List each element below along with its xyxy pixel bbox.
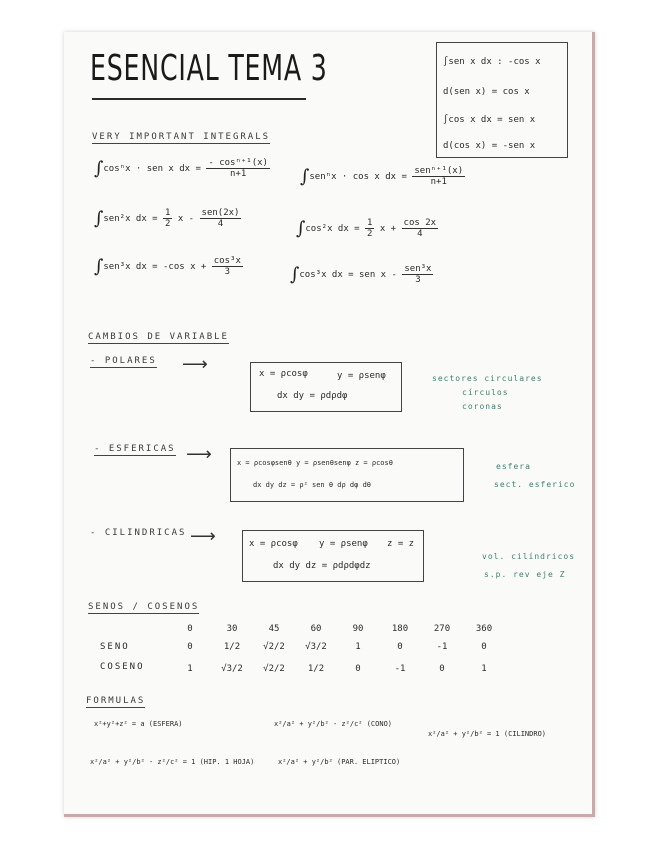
esfericas-note-1: esfera [496, 462, 531, 471]
derivative-line-3: ∫cos x dx = sen x [443, 115, 536, 125]
esfericas-label: - ESFERICAS [94, 444, 176, 454]
coseno-cell: 1/2 [307, 664, 325, 674]
cilindricas-arrow-icon: ⟶ [190, 526, 216, 547]
derivatives-box [436, 42, 568, 158]
cilindricas-x: x = ρcosφ [249, 539, 298, 549]
derivative-line-2: d(sen x) = cos x [443, 87, 530, 97]
cambios-heading: CAMBIOS DE VARIABLE [88, 332, 229, 342]
formula-paraboloide: x²/a² + y²/b² (PAR. ELIPTICO) [278, 758, 401, 766]
formula-cono: x²/a² + y²/b² - z²/c² (CONO) [274, 720, 393, 728]
derivative-line-1: ∫sen x dx : -cos x [443, 57, 541, 67]
seno-cell: 1 [355, 642, 361, 652]
formula-esfera: x²+y²+z² = a (ESFERA) [94, 720, 183, 728]
coseno-cell: 1 [481, 664, 487, 674]
coseno-row [170, 664, 504, 674]
integral-4: ∫cos²x dx = $\frac{1}{2}$ x + $\frac{\cos 2x}{4}$ [296, 218, 437, 239]
integral-5: ∫sen³x dx = -cos x + $\frac{\text{cos³x}}{3}$ [94, 256, 241, 277]
polares-arrow-icon: ⟶ [182, 354, 208, 375]
seno-cell: -1 [436, 642, 448, 652]
row-label: COSENO [100, 662, 145, 672]
notes-page [64, 32, 595, 817]
angle-cell: 90 [352, 624, 364, 634]
integrals-heading: VERY IMPORTANT INTEGRALS [92, 132, 271, 142]
trig-table [94, 622, 574, 692]
coseno-cell: -1 [394, 664, 406, 674]
seno-cell: 1/2 [223, 642, 241, 652]
angle-cell: 0 [187, 624, 193, 634]
coseno-cell: 0 [355, 664, 361, 674]
seno-cell: 0 [481, 642, 487, 652]
angle-cell: 180 [391, 624, 409, 634]
polares-x: x = ρcosφ [259, 369, 308, 379]
derivative-line-4: d(cos x) = -sen x [443, 141, 536, 151]
coseno-cell: 0 [439, 664, 445, 674]
trig-table-heading: SENOS / COSENOS [88, 602, 200, 612]
coseno-cell: √3/2 [221, 664, 243, 674]
seno-row [170, 642, 504, 652]
esfericas-note-2: sect. esferico [494, 480, 576, 489]
polares-box [250, 362, 402, 412]
integral-1: ∫cosⁿx · sen x dx = $\frac{\text{- cosⁿ⁺¹(x)}}{n+1}$ [94, 158, 268, 179]
polares-label: - POLARES [90, 356, 157, 366]
polares-jacobian: dx dy = ρdρdφ [277, 391, 348, 401]
cilindricas-note-2: s.p. rev eje Z [484, 570, 566, 579]
cilindricas-z: z = z [387, 539, 415, 549]
angle-cell: 270 [433, 624, 451, 634]
title-underline [92, 98, 306, 100]
formula-hiperboloide: x²/a² + y²/b² - z²/c² = 1 (HIP. 1 HOJA) [90, 758, 255, 766]
cilindricas-box [242, 530, 424, 582]
cilindricas-note-1: vol. cilíndricos [482, 552, 576, 561]
polares-note-2: círculos [462, 388, 509, 397]
cilindricas-label: - CILINDRICAS [90, 528, 187, 538]
angle-cell: 45 [268, 624, 280, 634]
seno-cell: 0 [397, 642, 403, 652]
esfericas-jacobian: dx dy dz = ρ² sen θ dρ dφ dθ [253, 481, 372, 489]
integral-6: ∫cos³x dx = sen x - $\frac{\text{sen³x}}{3}$ [290, 264, 432, 285]
row-label: SENO [100, 642, 130, 652]
esfericas-coords: x = ρcosφsenθ y = ρsenθsenφ z = ρcosθ [237, 459, 393, 467]
seno-cell: √3/2 [305, 642, 327, 652]
formulas-heading: FORMULAS [86, 696, 146, 706]
angle-cell: 60 [310, 624, 322, 634]
polares-note-1: sectores circulares [432, 374, 543, 383]
esfericas-arrow-icon: ⟶ [186, 444, 212, 465]
angle-row [170, 624, 504, 634]
integral-2: ∫senⁿx · cos x dx = $\frac{\text{senⁿ⁺¹(x)}}{n+1}$ [300, 166, 464, 187]
cilindricas-jacobian: dx dy dz = ρdρdφdz [273, 561, 371, 571]
seno-cell: 0 [187, 642, 193, 652]
polares-note-3: coronas [462, 402, 503, 411]
angle-cell: 360 [475, 624, 493, 634]
cilindricas-y: y = ρsenφ [319, 539, 368, 549]
formula-cilindro: x²/a² + y²/b² = 1 (CILINDRO) [428, 730, 547, 738]
polares-y: y = ρsenφ [337, 371, 386, 381]
esfericas-box [230, 448, 464, 502]
page-title: ESENCIAL TEMA 3 [90, 48, 328, 89]
integral-3: ∫sen²x dx = $\frac{1}{2}$ x - $\frac{\text{sen(2x)}}{4}$ [94, 208, 240, 229]
seno-cell: √2/2 [263, 642, 285, 652]
coseno-cell: 1 [187, 664, 193, 674]
angle-cell: 30 [226, 624, 238, 634]
coseno-cell: √2/2 [263, 664, 285, 674]
